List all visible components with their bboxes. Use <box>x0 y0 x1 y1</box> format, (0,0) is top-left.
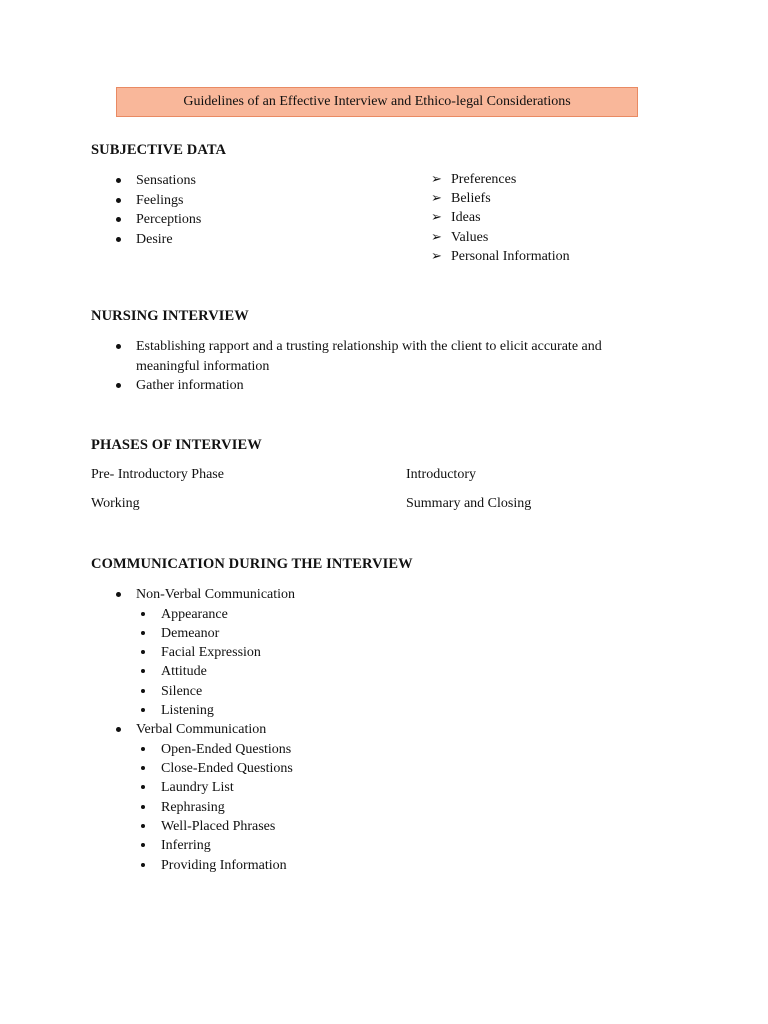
sub-list-item: Open-Ended Questions <box>136 740 295 759</box>
communication-heading: COMMUNICATION DURING THE INTERVIEW <box>91 556 413 572</box>
subjective-data-heading: SUBJECTIVE DATA <box>91 142 227 158</box>
sub-list-item: Appearance <box>136 605 295 624</box>
list-item: ➢ Personal Information <box>431 247 570 266</box>
subjective-right-list <box>431 170 570 266</box>
sub-list-item: Attitude <box>136 662 295 681</box>
sub-list-item: Facial Expression <box>136 643 295 662</box>
subjective-left-list <box>91 171 201 249</box>
phases-heading: PHASES OF INTERVIEW <box>91 437 262 453</box>
phase-pre-introductory: Pre- Introductory Phase <box>91 467 224 482</box>
list-item: Gather information <box>91 376 656 396</box>
phase-summary-closing: Summary and Closing <box>406 496 532 511</box>
list-item: Desire <box>91 230 201 250</box>
sub-list-item: Silence <box>136 682 295 701</box>
sub-list-item: Well-Placed Phrases <box>136 817 295 836</box>
list-item: Establishing rapport and a trusting relationship with the client to elicit accurate and meaningful information <box>91 337 656 376</box>
document-title: Guidelines of an Effective Interview and Ethico-legal Considerations <box>183 94 571 109</box>
sub-list-item: Close-Ended Questions <box>136 759 295 778</box>
communication-list <box>91 585 295 875</box>
sub-list-item: Listening <box>136 701 295 720</box>
nursing-interview-list <box>91 337 656 396</box>
list-item: ➢ Values <box>431 228 570 247</box>
sub-list-item: Inferring <box>136 836 295 855</box>
sub-list-item: Laundry List <box>136 778 295 797</box>
verbal-label: Verbal Communication <box>136 722 267 738</box>
verbal-item <box>91 720 295 875</box>
list-item: ➢ Preferences <box>431 170 570 189</box>
list-item: Sensations <box>91 171 201 191</box>
sub-list-item: Rephrasing <box>136 798 295 817</box>
non-verbal-item <box>91 585 295 720</box>
list-item: ➢ Beliefs <box>431 189 570 208</box>
sub-list-item: Demeanor <box>136 624 295 643</box>
phase-working: Working <box>91 496 140 511</box>
sub-list-item: Providing Information <box>136 856 295 875</box>
phase-introductory: Introductory <box>406 467 476 482</box>
list-item: ➢ Ideas <box>431 208 570 227</box>
list-item: Perceptions <box>91 210 201 230</box>
nursing-interview-heading: NURSING INTERVIEW <box>91 308 249 324</box>
non-verbal-label: Non-Verbal Communication <box>136 587 296 602</box>
list-item: Feelings <box>91 191 201 211</box>
verbal-sublist <box>136 740 295 875</box>
document-title-box <box>116 87 638 117</box>
non-verbal-sublist <box>136 605 295 721</box>
